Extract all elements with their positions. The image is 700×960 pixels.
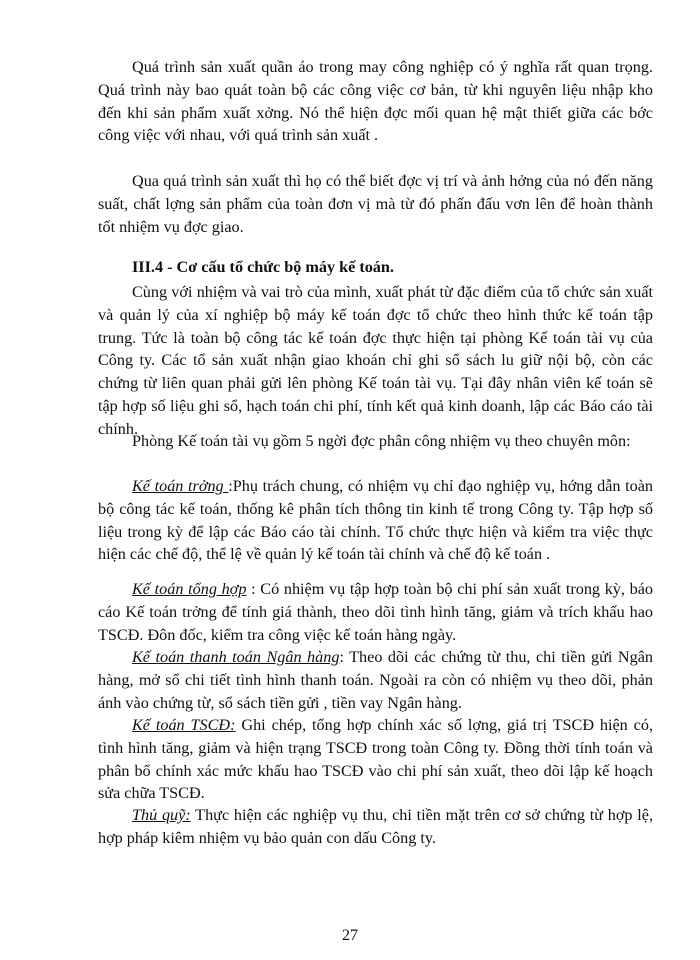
role-description: : Có nhiệm vụ tập hợp toàn bộ chi phí sản xuất trong kỳ, báo cáo Kế toán trởng để tính giá thành, theo dõi tình hình tăng, giảm và trích khấu hao TSCĐ. Đôn đốc, kiểm tra công việc kế toán hàng ngày.: [98, 580, 653, 644]
paragraph-accounting-staff: Phòng Kế toán tài vụ gồm 5 ngời đợc phân công nhiệm vụ theo chuyên môn:: [132, 432, 631, 450]
section-heading: III.4 - Cơ cấu tổ chức bộ máy kế toán.: [132, 258, 394, 276]
role-bank-accountant: [98, 646, 653, 714]
role-fixed-asset-accountant: [98, 714, 653, 805]
paragraph-production-impact: Qua quá trình sản xuất thì họ có thể biết đợc vị trí và ảnh hởng của nó đến năng suất, chất lợng sản phẩm của toàn đơn vị mà từ đó phấn đấu vơn lên để hoàn thành tốt nhiệm vụ đợc giao.: [98, 172, 653, 236]
role-title: Thủ quỹ:: [132, 806, 191, 824]
paragraph-production-process: Quá trình sản xuất quần áo trong may công nghiệp có ý nghĩa rất quan trọng. Quá trình này bao quát toàn bộ các công việc cơ bản, từ khi nguyên liệu nhập kho đến khi sản phẩm xuất xởng. Nó thể hiện đợc mối quan hệ mật thiết giữa các bớc công việc với nhau, với quá trình sản xuất .: [98, 58, 653, 145]
page-number: 27: [342, 927, 358, 944]
role-title: Kế toán TSCĐ:: [132, 716, 236, 734]
role-chief-accountant: [98, 475, 653, 566]
role-title: Kế toán tổng hợp: [132, 580, 247, 598]
role-description: Thực hiện các nghiệp vụ thu, chi tiền mặt trên cơ sở chứng từ hợp lệ, hợp pháp kiêm nhiệm vụ bảo quản con dấu Công ty.: [98, 806, 653, 847]
role-title: Kế toán thanh toán Ngân hàng: [132, 648, 340, 666]
role-general-accountant: [98, 578, 653, 646]
role-description: Ghi chép, tổng hợp chính xác số lợng, giá trị TSCĐ hiện có, tình hình tăng, giảm và hiện trạng TSCĐ trong toàn Công ty. Đồng thời tính toán và phân bổ chính xác mức khấu hao TSCĐ vào chi phí sản xuất, theo dõi lập kế hoạch sửa chữa TSCĐ.: [98, 716, 653, 803]
role-title: Kế toán trởng: [132, 477, 229, 495]
role-description: :Phụ trách chung, có nhiệm vụ chỉ đạo nghiệp vụ, hớng dẫn toàn bộ công tác kế toán, thống kê phân tích thông tin kinh tế trong Công ty. Tập hợp số liệu trong kỳ để lập các Báo cáo tài chính. Tổ chức thực hiện và kiểm tra việc thực hiện các chế độ, thể lệ về quản lý kế toán tài chính và chế độ kế toán .: [98, 477, 653, 564]
paragraph-accounting-structure: Cùng với nhiệm và vai trò của mình, xuất phát từ đặc điểm của tổ chức sản xuất và quản lý của xí nghiệp bộ máy kế toán đợc tổ chức theo hình thức kế toán tập trung. Tức là toàn bộ công tác kế toán đợc thực hiện tại phòng Kế toán tài vụ của Công ty. Các tổ sản xuất nhận giao khoán chỉ ghi sổ sách lu giữ nội bộ, còn các chứng từ liên quan phải gửi lên phòng Kế toán tài vụ. Tại đây nhân viên kế toán sẽ tập hợp số liệu ghi sổ, hạch toán chi phí, tính kết quả kinh doanh, lập các Báo cáo tài chính.: [98, 283, 653, 438]
role-description: : Theo dõi các chứng từ thu, chi tiền gửi Ngân hàng, mở sổ chi tiết tình hình thanh toán. Ngoài ra còn có nhiệm vụ theo dõi, phản ánh vào chứng từ, sổ sách tiền gửi , tiền vay Ngân hàng.: [98, 648, 653, 712]
role-treasurer: [98, 804, 653, 850]
